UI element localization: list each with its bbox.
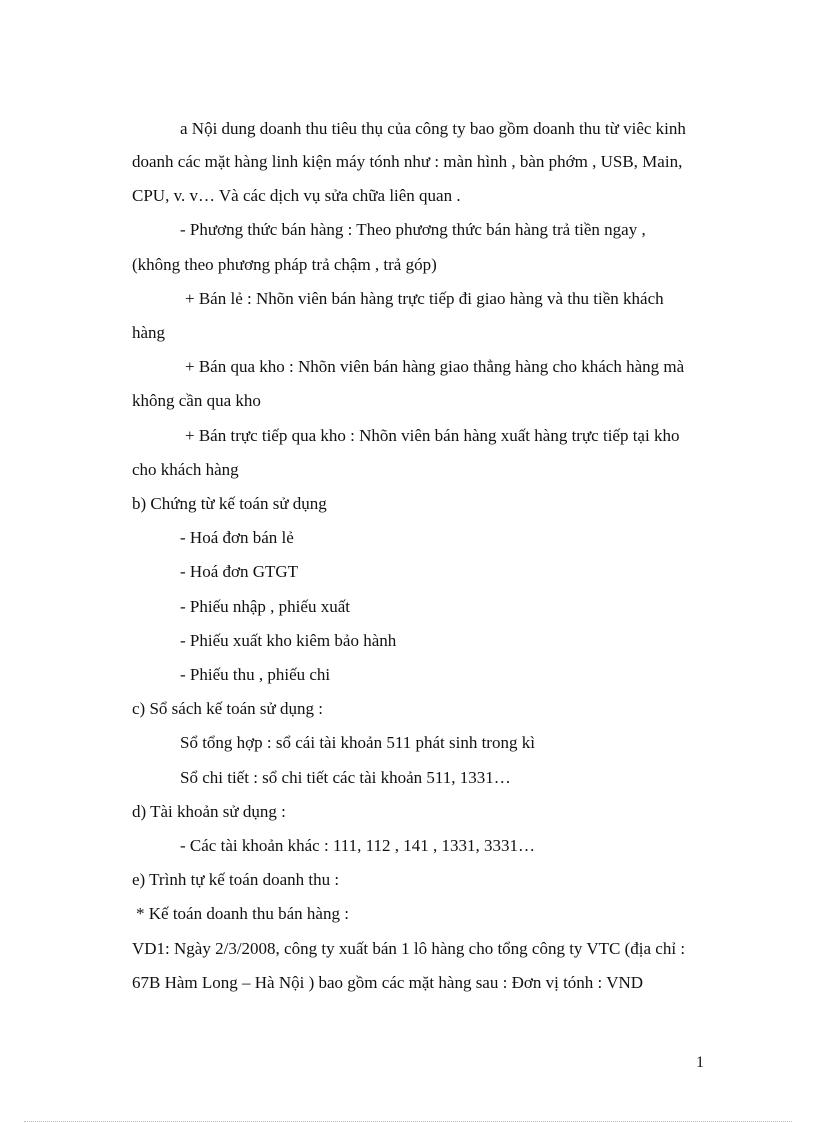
paragraph-line: a Nội dung doanh thu tiêu thụ của công ty bao gồm doanh thu từ viêc kinh: [180, 119, 686, 138]
page-bottom-divider: [24, 1121, 792, 1122]
section-heading: b) Chứng từ kế toán sử dụng: [132, 494, 327, 513]
paragraph-line: + Bán qua kho : Nhõn viên bán hàng giao thẳng hàng cho khách hàng mà: [185, 357, 685, 376]
list-item: - Phiếu thu , phiếu chi: [180, 665, 331, 684]
paragraph-line: không cần qua kho: [132, 391, 261, 410]
paragraph-line: * Kế toán doanh thu bán hàng :: [136, 904, 349, 923]
section-heading: d) Tài khoản sử dụng :: [132, 802, 286, 821]
list-item: - Hoá đơn GTGT: [180, 562, 299, 581]
paragraph-line: 67B Hàm Long – Hà Nội ) bao gồm các mặt hàng sau : Đơn vị tónh : VND: [132, 973, 644, 992]
paragraph-line: hàng: [132, 323, 166, 342]
paragraph-line: Sổ tổng hợp : sổ cái tài khoản 511 phát sinh trong kì: [180, 733, 535, 752]
paragraph-line: - Phương thức bán hàng : Theo phương thức bán hàng trả tiền ngay ,: [180, 220, 646, 239]
paragraph-line: VD1: Ngày 2/3/2008, công ty xuất bán 1 lô hàng cho tổng công ty VTC (địa chỉ :: [132, 939, 686, 958]
paragraph-line: cho khách hàng: [132, 460, 239, 479]
list-item: - Hoá đơn bán lẻ: [180, 528, 294, 547]
paragraph-line: + Bán lẻ : Nhõn viên bán hàng trực tiếp đi giao hàng và thu tiền khách: [185, 289, 664, 308]
list-item: - Phiếu xuất kho kiêm bảo hành: [180, 631, 397, 650]
section-heading: e) Trình tự kế toán doanh thu :: [132, 870, 340, 889]
section-heading: c) Sổ sách kế toán sử dụng :: [132, 699, 323, 718]
paragraph-line: (không theo phương pháp trả chậm , trả góp): [132, 255, 437, 274]
paragraph-line: + Bán trực tiếp qua kho : Nhõn viên bán hàng xuất hàng trực tiếp tại kho: [185, 426, 680, 445]
page-number: 1: [696, 1054, 704, 1071]
list-item: - Các tài khoản khác : 111, 112 , 141 , 1331, 3331…: [180, 836, 536, 855]
list-item: - Phiếu nhập , phiếu xuất: [180, 597, 350, 616]
paragraph-line: doanh các mặt hàng linh kiện máy tónh như : màn hình , bàn phớm , USB, Main,: [132, 152, 683, 171]
paragraph-line: CPU, v. v… Và các dịch vụ sửa chữa liên quan .: [132, 186, 461, 205]
paragraph-line: Sổ chi tiết : sổ chi tiết các tài khoản 511, 1331…: [180, 768, 511, 787]
